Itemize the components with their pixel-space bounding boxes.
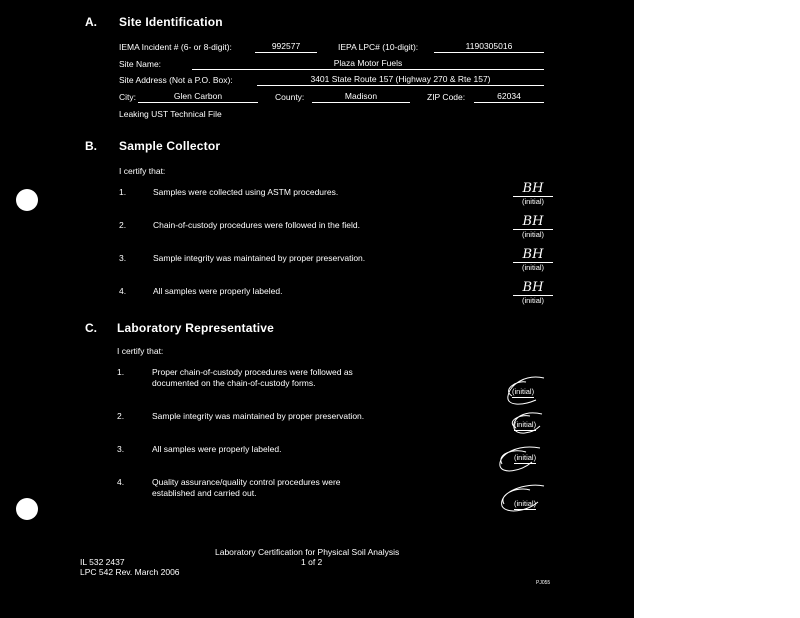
site-address-value: 3401 State Route 157 (Highway 270 & Rte 157) — [257, 75, 544, 86]
county-value: Madison — [312, 92, 410, 103]
footer-page-number: 1 of 2 — [301, 557, 323, 567]
c-item-1-line1: Proper chain-of-custody procedures were followed as — [152, 367, 353, 377]
section-c-certify: I certify that: — [117, 346, 164, 356]
c-item-1-initial-label: (initial) — [512, 387, 535, 396]
county-label: County: — [275, 92, 305, 102]
corner-mark: PJ055 — [536, 580, 551, 586]
footer-form-id: IL 532 2437 — [80, 557, 125, 567]
section-c-letter: C. — [85, 321, 97, 335]
b-item-4-initial-label: (initial) — [521, 296, 545, 305]
b-item-2-num: 2. — [119, 220, 127, 230]
c-item-2-initial-label: (initial) — [514, 420, 537, 429]
b-item-1-initials: BH — [513, 182, 553, 197]
incident-label: IEMA Incident # (6- or 8-digit): — [119, 42, 232, 52]
b-item-2-initial-field — [513, 215, 553, 240]
zip-label: ZIP Code: — [427, 92, 466, 102]
city-label: City: — [119, 92, 136, 102]
b-item-2-initials: BH — [513, 215, 553, 230]
file-note: Leaking UST Technical File — [119, 109, 222, 119]
city-value: Glen Carbon — [138, 92, 258, 103]
section-c-title: Laboratory Representative — [117, 321, 275, 335]
section-b-letter: B. — [85, 139, 97, 153]
b-item-1-text: Samples were collected using ASTM procedures. — [153, 187, 339, 197]
lpc-label: IEPA LPC# (10-digit): — [338, 42, 419, 52]
punch-hole-upper — [16, 189, 38, 211]
c-item-3-num: 3. — [117, 444, 125, 454]
footer-form-rev: LPC 542 Rev. March 2006 — [80, 567, 180, 577]
b-item-4-initials: BH — [513, 281, 553, 296]
b-item-4-num: 4. — [119, 286, 127, 296]
punch-hole-lower — [16, 498, 38, 520]
c-item-4-num: 4. — [117, 477, 125, 487]
b-item-4-text: All samples were properly labeled. — [153, 286, 283, 296]
section-a-title: Site Identification — [119, 15, 223, 29]
b-item-1-num: 1. — [119, 187, 127, 197]
c-item-1-line2: documented on the chain-of-custody forms. — [152, 378, 316, 388]
incident-value: 992577 — [255, 42, 317, 53]
site-name-label: Site Name: — [119, 59, 162, 69]
site-name-value: Plaza Motor Fuels — [192, 59, 544, 70]
c-item-3-line1: All samples were properly labeled. — [152, 444, 282, 454]
c-item-1-num: 1. — [117, 367, 125, 377]
lpc-value: 1190305016 — [434, 42, 544, 53]
c-item-3-initial-label: (initial) — [514, 453, 537, 462]
c-item-2-num: 2. — [117, 411, 125, 421]
b-item-3-initials: BH — [513, 248, 553, 263]
zip-value: 62034 — [474, 92, 544, 103]
section-b-title: Sample Collector — [119, 139, 221, 153]
b-item-3-text: Sample integrity was maintained by proper preservation. — [153, 253, 366, 263]
c-item-4-initial-label: (initial) — [514, 499, 537, 508]
b-item-3-initial-field — [513, 248, 553, 273]
b-item-1-initial-field — [513, 182, 553, 207]
section-b-certify: I certify that: — [119, 166, 166, 176]
site-address-label: Site Address (Not a P.O. Box): — [119, 75, 233, 85]
footer-form-title: Laboratory Certification for Physical Soil Analysis — [215, 547, 400, 557]
section-a-letter: A. — [85, 15, 97, 29]
c-item-4-line2: established and carried out. — [152, 488, 257, 498]
b-item-4-initial-field — [513, 281, 553, 306]
b-item-3-num: 3. — [119, 253, 127, 263]
c-item-4-line1: Quality assurance/quality control procedures were — [152, 477, 341, 487]
b-item-3-initial-label: (initial) — [521, 263, 545, 272]
b-item-2-initial-label: (initial) — [521, 230, 545, 239]
b-item-1-initial-label: (initial) — [521, 197, 545, 206]
b-item-2-text: Chain-of-custody procedures were followed in the field. — [153, 220, 360, 230]
c-item-2-line1: Sample integrity was maintained by proper preservation. — [152, 411, 365, 421]
